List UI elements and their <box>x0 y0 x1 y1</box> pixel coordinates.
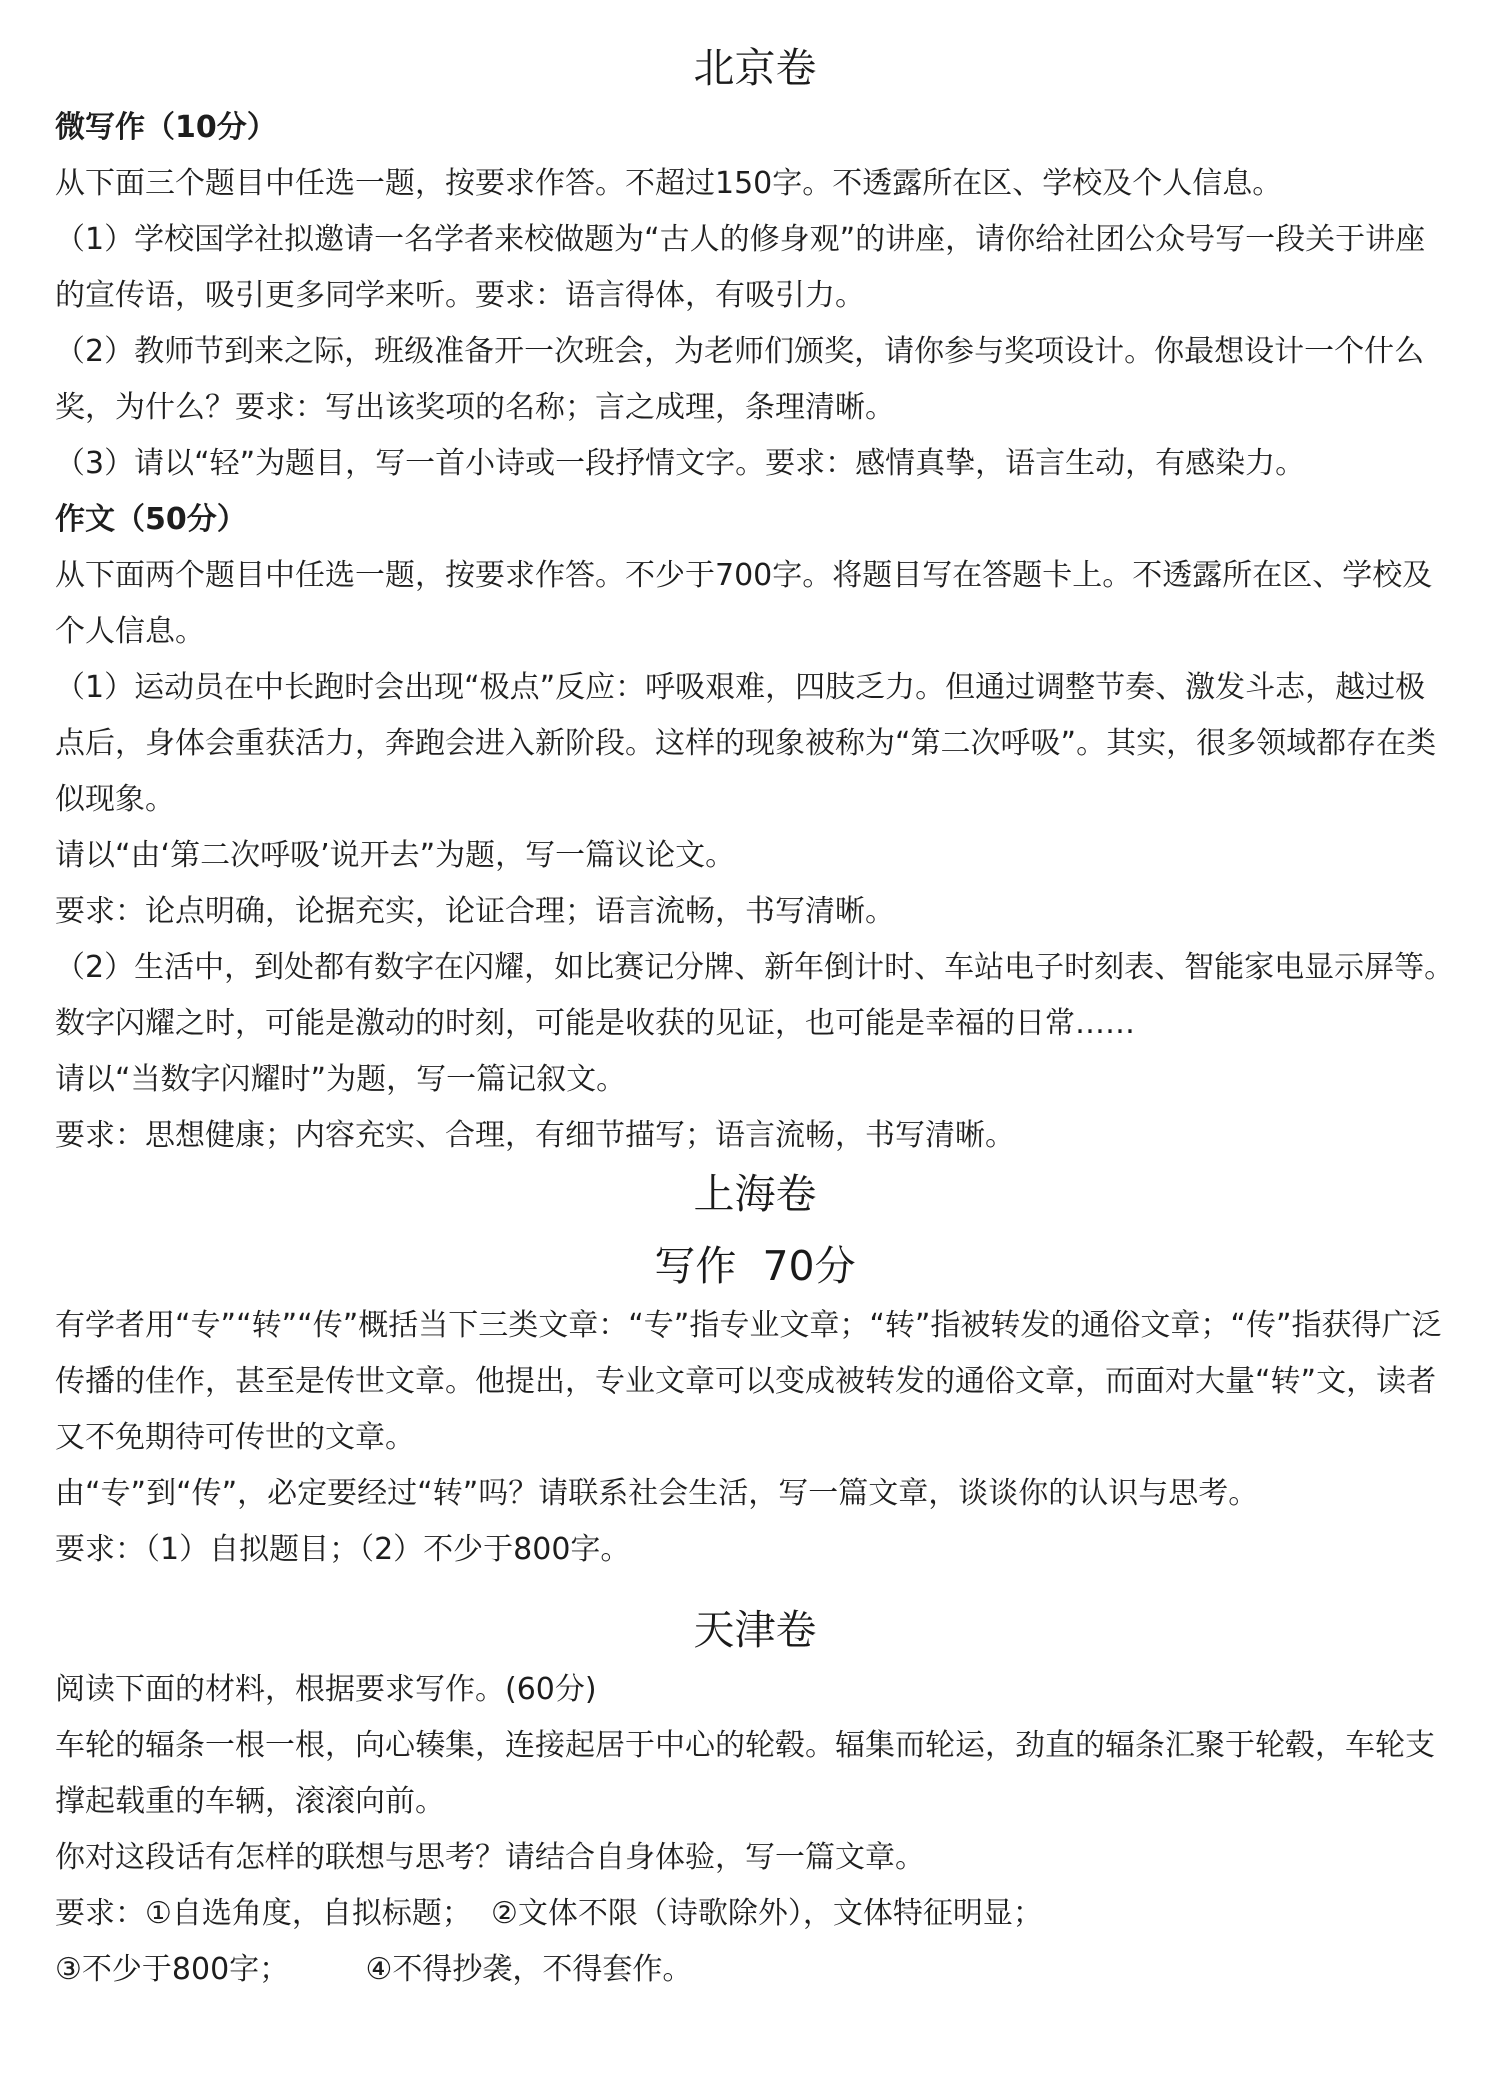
shanghai-requirements: 要求：（1）自拟题目；（2）不少于800字。 <box>55 1532 631 1567</box>
micro-writing-question-1: （1）学校国学社拟邀请一名学者来校做题为“古人的修身观”的讲座，请你给社团公众号写一段关于讲座的宣传语，吸引更多同学来听。要求：语言得体，有吸引力。 <box>55 222 1426 313</box>
essay-heading: 作文（50分） <box>55 502 247 537</box>
essay-question-2-requirements: 要求：思想健康；内容充实、合理，有细节描写；语言流畅，书写清晰。 <box>55 1118 1015 1153</box>
micro-writing-intro: 从下面三个题目中任选一题，按要求作答。不超过150字。不透露所在区、学校及个人信息。 <box>55 166 1283 201</box>
essay-question-1: （1）运动员在中长跑时会出现“极点”反应：呼吸艰难，四肢乏力。但通过调整节奏、激发斗志，越过极点后，身体会重获活力，奔跑会进入新阶段。这样的现象被称为“第二次呼吸”。其实，很多领域都存在类似现象。 <box>55 670 1437 817</box>
micro-writing-heading: 微写作（10分） <box>55 110 277 145</box>
shanghai-section <box>55 1166 1455 1578</box>
essay-question-1-prompt: 请以“由‘第二次呼吸’说开去”为题，写一篇议论文。 <box>55 838 736 873</box>
tianjin-requirements-2: ③不少于800字； ④不得抄袭，不得套作。 <box>55 1952 693 1987</box>
micro-writing-question-2: （2）教师节到来之际，班级准备开一次班会，为老师们颁奖，请你参与奖项设计。你最想设计一个什么奖，为什么？要求：写出该奖项的名称；言之成理，条理清晰。 <box>55 334 1425 425</box>
shanghai-subtitle: 写作 70分 <box>654 1242 856 1290</box>
tianjin-title: 天津卷 <box>693 1606 817 1654</box>
essay-question-2: （2）生活中，到处都有数字在闪耀，如比赛记分牌、新年倒计时、车站电子时刻表、智能家电显示屏等。数字闪耀之时，可能是激动的时刻，可能是收获的见证，也可能是幸福的日常…… <box>55 950 1455 1041</box>
essay-intro: 从下面两个题目中任选一题，按要求作答。不少于700字。将题目写在答题卡上。不透露所在区、学校及个人信息。 <box>55 558 1433 649</box>
shanghai-material: 有学者用“专”“转”“传”概括当下三类文章：“专”指专业文章；“转”指被转发的通俗文章；“传”指获得广泛传播的佳作，甚至是传世文章。他提出，专业文章可以变成被转发的通俗文章，而面对大量“转”文，读者又不免期待可传世的文章。 <box>55 1308 1442 1455</box>
tianjin-material: 车轮的辐条一根一根，向心辏集，连接起居于中心的轮毂。辐集而轮运，劲直的辐条汇聚于轮毂，车轮支撑起载重的车辆，滚滚向前。 <box>55 1728 1435 1819</box>
essay-question-1-requirements: 要求：论点明确，论据充实，论证合理；语言流畅，书写清晰。 <box>55 894 895 929</box>
shanghai-title: 上海卷 <box>693 1170 817 1218</box>
tianjin-intro: 阅读下面的材料，根据要求写作。(60分) <box>55 1672 597 1707</box>
exam-document <box>55 0 1455 1998</box>
tianjin-section <box>55 1602 1455 1998</box>
tianjin-prompt: 你对这段话有怎样的联想与思考？请结合自身体验，写一篇文章。 <box>55 1840 925 1875</box>
essay-question-2-prompt: 请以“当数字闪耀时”为题，写一篇记叙文。 <box>55 1062 627 1097</box>
tianjin-requirements-1: 要求：①自选角度，自拟标题； ②文体不限（诗歌除外），文体特征明显； <box>55 1896 1043 1931</box>
beijing-title: 北京卷 <box>693 44 817 92</box>
shanghai-prompt: 由“专”到“传”，必定要经过“转”吗？请联系社会生活，写一篇文章，谈谈你的认识与思考。 <box>55 1476 1259 1511</box>
micro-writing-question-3: （3）请以“轻”为题目，写一首小诗或一段抒情文字。要求：感情真挚，语言生动，有感染力。 <box>55 446 1306 481</box>
beijing-section <box>55 40 1455 1164</box>
